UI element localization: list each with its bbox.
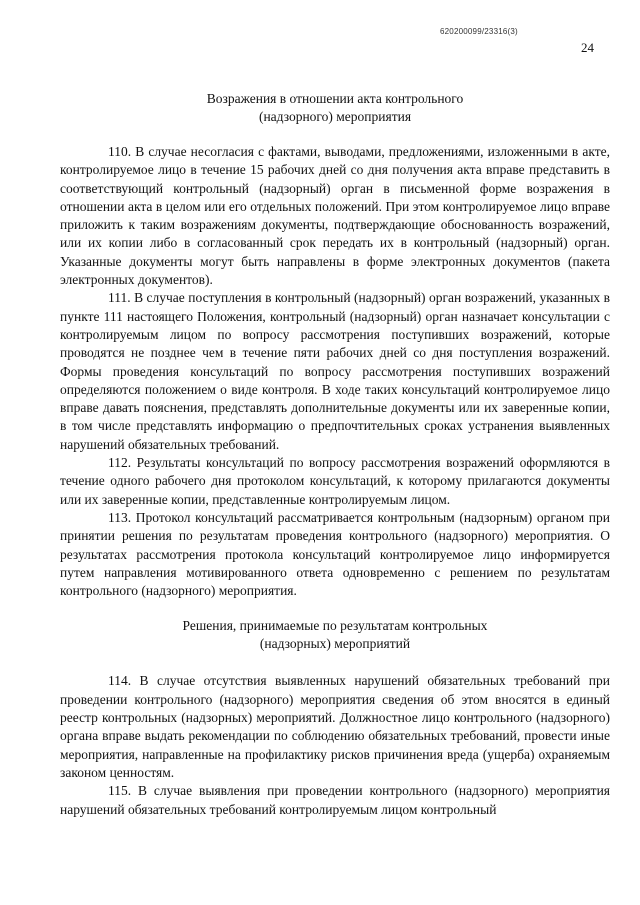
document-body <box>60 90 610 819</box>
document-code: 620200099/23316(3) <box>440 27 518 36</box>
paragraph-114: 114. В случае отсутствия выявленных нарушений обязательных требований при проведении контрольного (надзорного) мероприятия сведения об этом вносятся в единый реестр контрольных (надзорных) мероприятий. Должностное лицо контрольного (надзорного) органа вправе выдать рекомендации по соблюдению обязательных требований, провести иные мероприятия, направленные на профилактику рисков причинения вреда (ущерба) охраняемым законом ценностям. <box>60 673 610 780</box>
section-heading-line: Решения, принимаемые по результатам контрольных <box>182 618 488 634</box>
section-heading-line: (надзорных) мероприятий <box>259 636 411 652</box>
paragraph-112: 112. Результаты консультаций по вопросу рассмотрения возражений оформляются в течение одного рабочего дня протоколом консультаций, к которому прилагаются документы или их заверенные копии, представленные контролируемым лицом. <box>60 455 610 507</box>
section-heading-line: (надзорного) мероприятия <box>258 109 412 124</box>
paragraph-115: 115. В случае выявления при проведении контрольного (надзорного) мероприятия нарушений обязательных требований контролируемым лицом контрольный <box>60 783 610 817</box>
section-heading-objections <box>60 90 610 126</box>
paragraph-111: 111. В случае поступления в контрольный (надзорный) орган возражений, указанных в пункте 111 настоящего Положения, контрольный (надзорный) орган назначает консультации с контролируемым лицом по вопросу рассмотрения поступивших возражений, которые проводятся не позднее чем в течение пяти рабочих дней со дня поступления возражений. Формы проведения консультаций по вопросу рассмотрения поступивших возражений определяются положением о виде контроля. В ходе таких консультаций контролируемое лицо вправе давать пояснения, представлять дополнительные документы или их заверенные копии, в том числе представлять информацию о предпочтительных сроках устранения выявленных нарушений обязательных требований. <box>60 290 610 452</box>
page-number: 24 <box>581 40 594 55</box>
paragraph-110: 110. В случае несогласия с фактами, выводами, предложениями, изложенными в акте, контролируемое лицо в течение 15 рабочих дней со дня получения акта вправе представить в соответствующий контрольный (надзорный) орган в письменной форме возражения в отношении акта в целом или его отдельных положений. При этом контролируемое лицо вправе приложить к таким возражениям документы, подтверждающие обоснованность возражений, или их копии либо в согласованный срок передать их в контрольный (надзорный) орган. Указанные документы могут быть направлены в форме электронных документов (пакета электронных документов). <box>60 144 610 288</box>
section-heading-line: Возражения в отношении акта контрольного <box>206 91 464 106</box>
paragraph-113: 113. Протокол консультаций рассматривается контрольным (надзорным) органом при принятии решения по результатам проведения контрольного (надзорного) мероприятия. О результатах рассмотрения протокола консультаций контролируемое лицо информируется путем направления мотивированного ответа одновременно с решением по результатам контрольного (надзорного) мероприятия. <box>60 509 610 599</box>
section-heading-decisions <box>60 617 610 653</box>
